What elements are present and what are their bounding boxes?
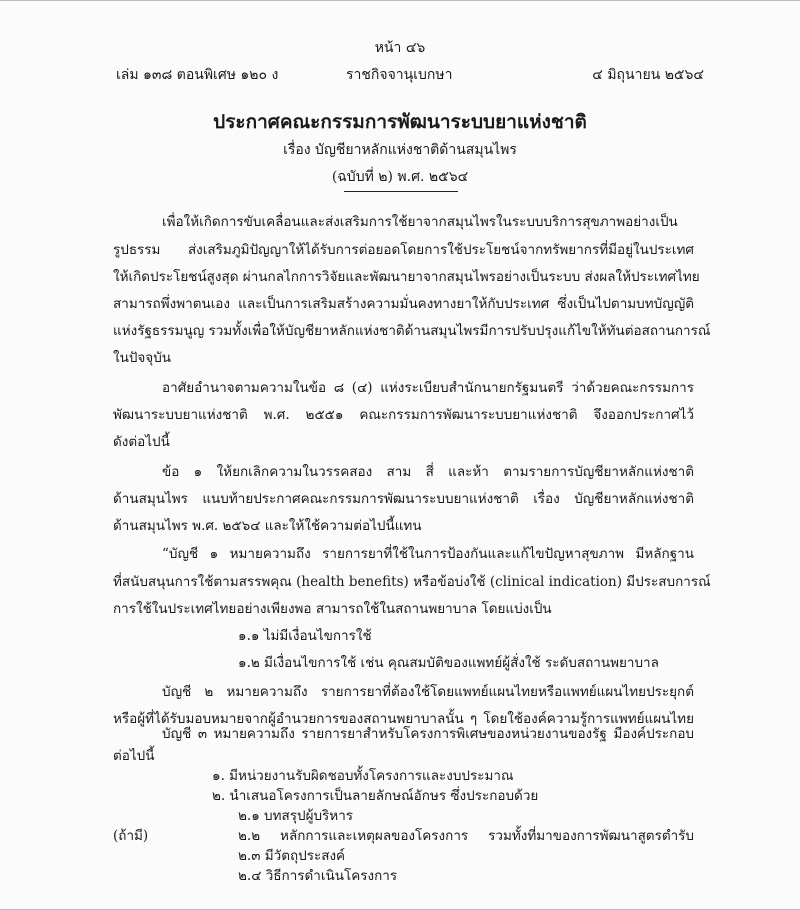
body-line: ที่สนับสนุนการใช้ตามสรรพคุณ (health benefits) หรือข้อบ่งใช้ (clinical indication) มีประสบการณ์: [113, 574, 711, 590]
body-line: บัญชี ๓ หมายความถึง รายการยาสำหรับโครงการพิเศษของหน่วยงานของรัฐ มีองค์ประกอบ: [162, 726, 694, 742]
body-line: ๒.๒ หลักการและเหตุผลของโครงการ รวมทั้งที่มาของการพัฒนาสูตรตำรับ: [238, 828, 694, 844]
body-line: รูปธรรม ส่งเสริมภูมิปัญญาให้ได้รับการต่อยอดโดยการใช้ประโยชน์จากทรัพยากรที่มีอยู่ในประเทศ: [113, 242, 694, 258]
body-line: เพื่อให้เกิดการขับเคลื่อนและส่งเสริมการใช้ยาจากสมุนไพรในระบบบริการสุขภาพอย่างเป็น: [162, 214, 678, 230]
body-line: ดังต่อไปนี้: [113, 434, 170, 450]
body-line: ๒. นำเสนอโครงการเป็นลายลักษณ์อักษร ซึ่งประกอบด้วย: [212, 788, 539, 804]
publication-date: ๔ มิถุนายน ๒๕๖๔: [592, 67, 704, 83]
body-line: สามารถพึ่งพาตนเอง และเป็นการเสริมสร้างความมั่นคงทางยาให้กับประเทศ ซึ่งเป็นไปตามบทบัญญัติ: [113, 296, 694, 312]
body-line: ๒.๑ บทสรุปผู้บริหาร: [238, 808, 354, 824]
page-number: หน้า ๔๖: [374, 40, 426, 56]
body-line: พัฒนาระบบยาแห่งชาติ พ.ศ. ๒๕๕๑ คณะกรรมการพัฒนาระบบยาแห่งชาติ จึงออกประกาศไว้: [113, 407, 694, 423]
body-line: ด้านสมุนไพร พ.ศ. ๒๕๖๔ และให้ใช้ความต่อไปนี้แทน: [113, 518, 422, 534]
body-line: ๑. มีหน่วยงานรับผิดชอบทั้งโครงการและงบประมาณ: [212, 768, 514, 784]
gazette-name: ราชกิจจานุเบกษา: [346, 67, 453, 83]
body-line: ด้านสมุนไพร แนบท้ายประกาศคณะกรรมการพัฒนาระบบยาแห่งชาติ เรื่อง บัญชียาหลักแห่งชาติ: [113, 491, 694, 507]
body-line: หรือผู้ที่ได้รับมอบหมายจากผู้อำนวยการของสถานพยาบาลนั้น ๆ โดยใช้องค์ความรู้การแพทย์แผนไทย: [113, 711, 694, 727]
body-line: บัญชี ๒ หมายความถึง รายการยาที่ต้องใช้โดยแพทย์แผนไทยหรือแพทย์แผนไทยประยุกต์: [162, 684, 694, 700]
body-line: แห่งรัฐธรรมนูญ รวมทั้งเพื่อให้บัญชียาหลักแห่งชาติด้านสมุนไพรมีการปรับปรุงแก้ไขให้ทันต่อสถานการณ์: [113, 323, 711, 339]
body-line: ๒.๓ มีวัตถุประสงค์: [238, 848, 346, 864]
announcement-title: ประกาศคณะกรรมการพัฒนาระบบยาแห่งชาติ: [213, 111, 587, 133]
body-line: การใช้ในประเทศไทยอย่างเพียงพอ สามารถใช้ในสถานพยาบาล โดยแบ่งเป็น: [113, 601, 552, 617]
body-line: อาศัยอำนาจตามความในข้อ ๘ (๔) แห่งระเบียบสำนักนายกรัฐมนตรี ว่าด้วยคณะกรรมการ: [162, 380, 694, 396]
volume-info: เล่ม ๑๓๘ ตอนพิเศษ ๑๒๐ ง: [116, 67, 279, 83]
announcement-version: (ฉบับที่ ๒) พ.ศ. ๒๕๖๔: [331, 169, 469, 185]
body-line: ในปัจจุบัน: [113, 350, 172, 366]
announcement-subject: เรื่อง บัญชียาหลักแห่งชาติด้านสมุนไพร: [283, 142, 517, 158]
body-line: ๑.๒ มีเงื่อนไขการใช้ เช่น คุณสมบัติของแพทย์ผู้สั่งใช้ ระดับสถานพยาบาล: [238, 655, 659, 671]
body-line: (ถ้ามี): [113, 828, 149, 844]
title-divider: [344, 191, 458, 192]
body-line: ๒.๔ วิธีการดำเนินโครงการ: [238, 868, 398, 884]
body-line: ต่อไปนี้: [113, 748, 155, 764]
body-line: ให้เกิดประโยชน์สูงสุด ผ่านกลไกการวิจัยและพัฒนายาจากสมุนไพรอย่างเป็นระบบ ส่งผลให้ประเทศไทย: [113, 269, 700, 285]
body-line: “บัญชี ๑ หมายความถึง รายการยาที่ใช้ในการป้องกันและแก้ไขปัญหาสุขภาพ มีหลักฐาน: [162, 546, 694, 562]
body-line: ๑.๑ ไม่มีเงื่อนไขการใช้: [238, 628, 372, 644]
gazette-header: [116, 64, 704, 84]
body-line: ข้อ ๑ ให้ยกเลิกความในวรรคสอง สาม สี่ และห้า ตามรายการบัญชียาหลักแห่งชาติ: [162, 464, 694, 480]
